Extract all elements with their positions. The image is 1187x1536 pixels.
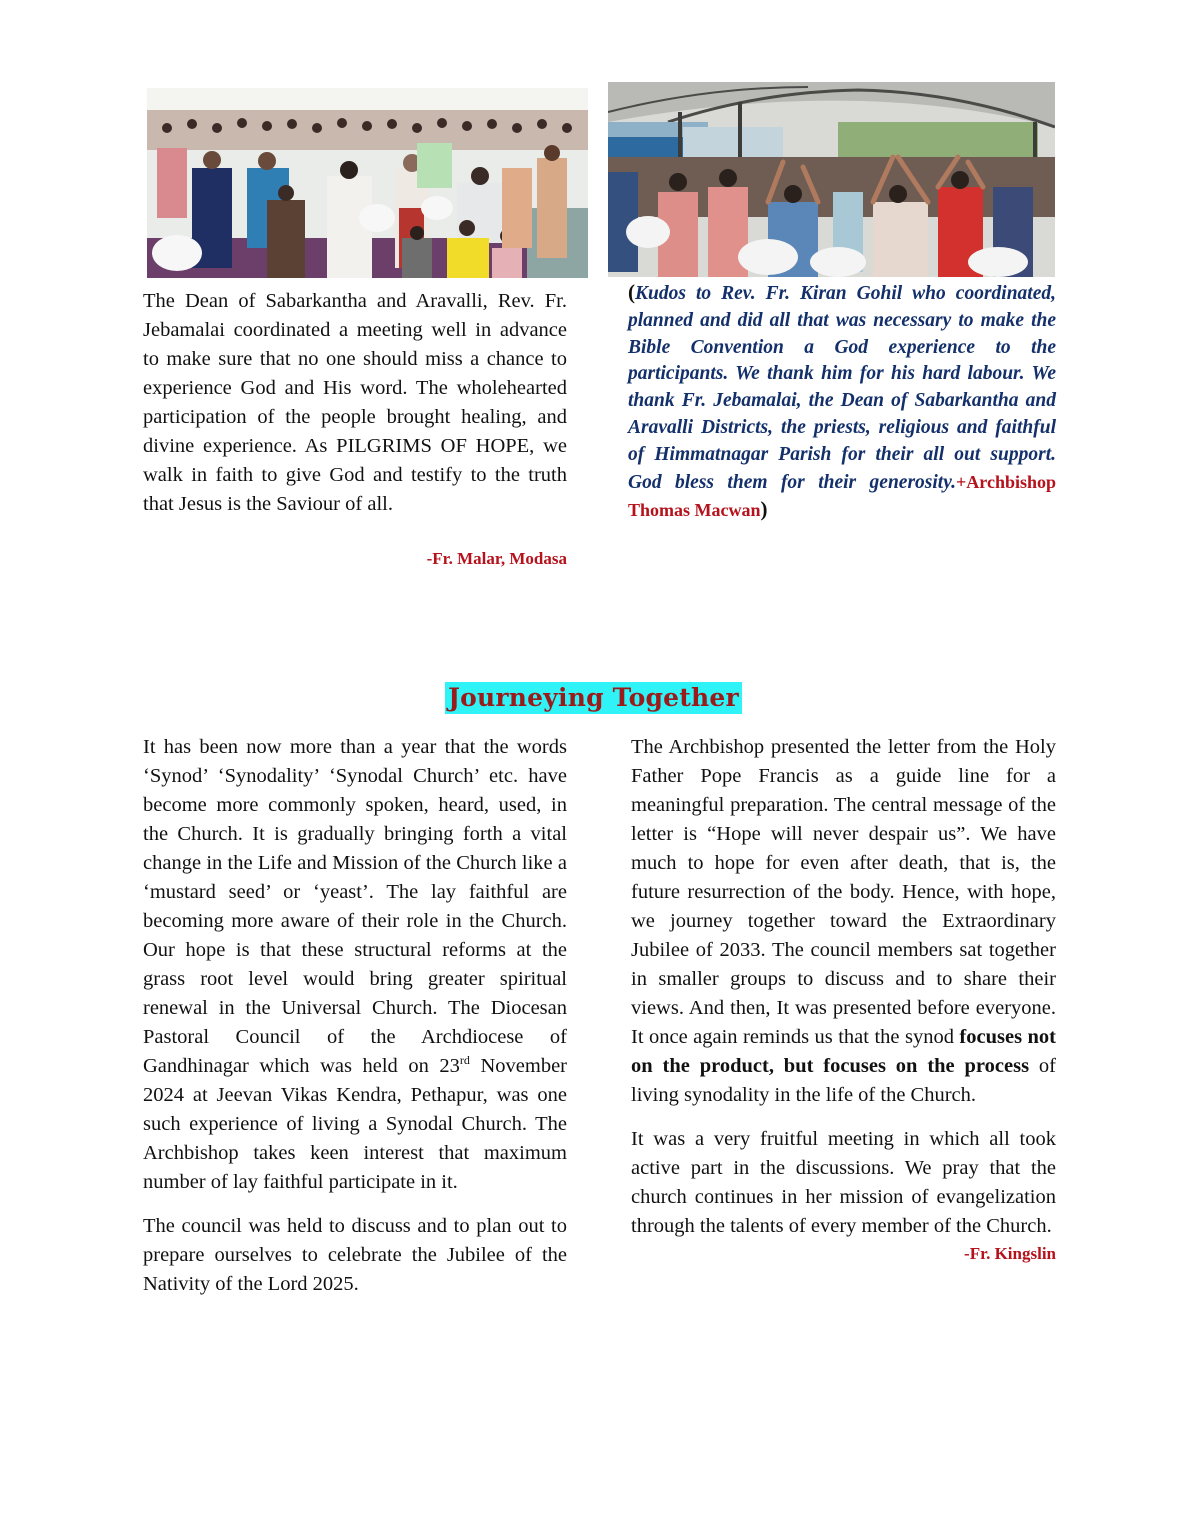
- article-heading-container: [0, 682, 1187, 714]
- kudos-note: [628, 279, 1056, 525]
- paragraph-text: November 2024 at Jeevan Vikas Kendra, Pethapur, was one such experience of living a Synodal Church. The Archbishop takes keen interest that maximum number of lay faithful participate in it.: [143, 1055, 567, 1193]
- archbishop-signature: +Archbishop Thomas Macwan: [628, 471, 1056, 521]
- photo-image: [608, 82, 1055, 277]
- paragraph-text: It has been now more than a year that the words ‘Synod’ ‘Synodality’ ‘Synodal Church’ etc. have become more commonly spoken, heard, used, in the Church. It is gradually bringing forth a vital change in the Life and Mission of the Church like a ‘mustard seed’ or ‘yeast’. The lay faithful are becoming more aware of their role in the Church. Our hope is that these structural reforms at the grass root level would bring greater spiritual renewal in the Universal Church. The Diocesan Pastoral Council of the Archdiocese of Gandhinagar which was held on 23: [143, 736, 567, 1077]
- article-title: Journeying Together: [445, 682, 742, 714]
- kudos-text: Kudos to Rev. Fr. Kiran Gohil who coordinated, planned and did all that was necessary to make the Bible Convention a God experience to the participants. We thank him for his hard labour. We thank Fr. Jebamalai, the Dean of Sabarkantha and Aravalli Districts, the priests, religious and faithful of Himmatnagar Parish for their all out support. God bless them for their generosity.: [628, 283, 1056, 493]
- article-paragraph: It was a very fruitful meeting in which all took active part in the discussions. We pray that the church continues in her mission of evangelization through the talents of every member of the Church.: [631, 1128, 1056, 1237]
- ordinal-superscript: rd: [459, 1053, 470, 1067]
- article-right-column: [631, 733, 1056, 1267]
- open-paren: (: [628, 280, 635, 304]
- paragraph-text: The Archbishop presented the letter from the Holy Father Pope Francis as a guide line for a meaningful preparation. The central message of the letter is “Hope will never despair us”. We have much to hope for even after death, that is, the future resurrection of the body. Hence, with hope, we journey together toward the Extraordinary Jubilee of 2033. The council members sat together in smaller groups to discuss and to share their views. And then, It was presented before everyone. It once again reminds us that the synod: [631, 736, 1056, 1048]
- paragraph-text: of living synodality in the life of the Church.: [631, 1055, 1057, 1106]
- congregation-prayer-photo: [147, 88, 588, 278]
- article-left-column: [143, 733, 567, 1299]
- article-paragraph: [143, 733, 567, 1197]
- emphasized-text: focuses not on the product, but focuses on the process: [631, 1026, 1057, 1077]
- article-paragraph: [631, 733, 1056, 1110]
- byline-fr-malar: -Fr. Malar, Modasa: [426, 549, 567, 568]
- byline-fr-kingslin: -Fr. Kingslin: [964, 1244, 1056, 1263]
- article-paragraph: The council was held to discuss and to plan out to prepare ourselves to celebrate the Jubilee of the Nativity of the Lord 2025.: [143, 1215, 567, 1295]
- photo-image: [147, 88, 588, 278]
- close-paren: ): [760, 497, 768, 522]
- worship-raised-hands-photo: [608, 82, 1055, 277]
- kudos-paragraph: [628, 279, 1056, 525]
- event-report-paragraph: The Dean of Sabarkantha and Aravalli, Rev. Fr. Jebamalai coordinated a meeting well in advance to make sure that no one should miss a chance to experience God and His word. The wholehearted participation of the people brought healing, and divine experience. As PILGRIMS OF HOPE, we walk in faith to give God and testify to the truth that Jesus is the Saviour of all.: [143, 290, 567, 515]
- event-report-text: [143, 287, 567, 519]
